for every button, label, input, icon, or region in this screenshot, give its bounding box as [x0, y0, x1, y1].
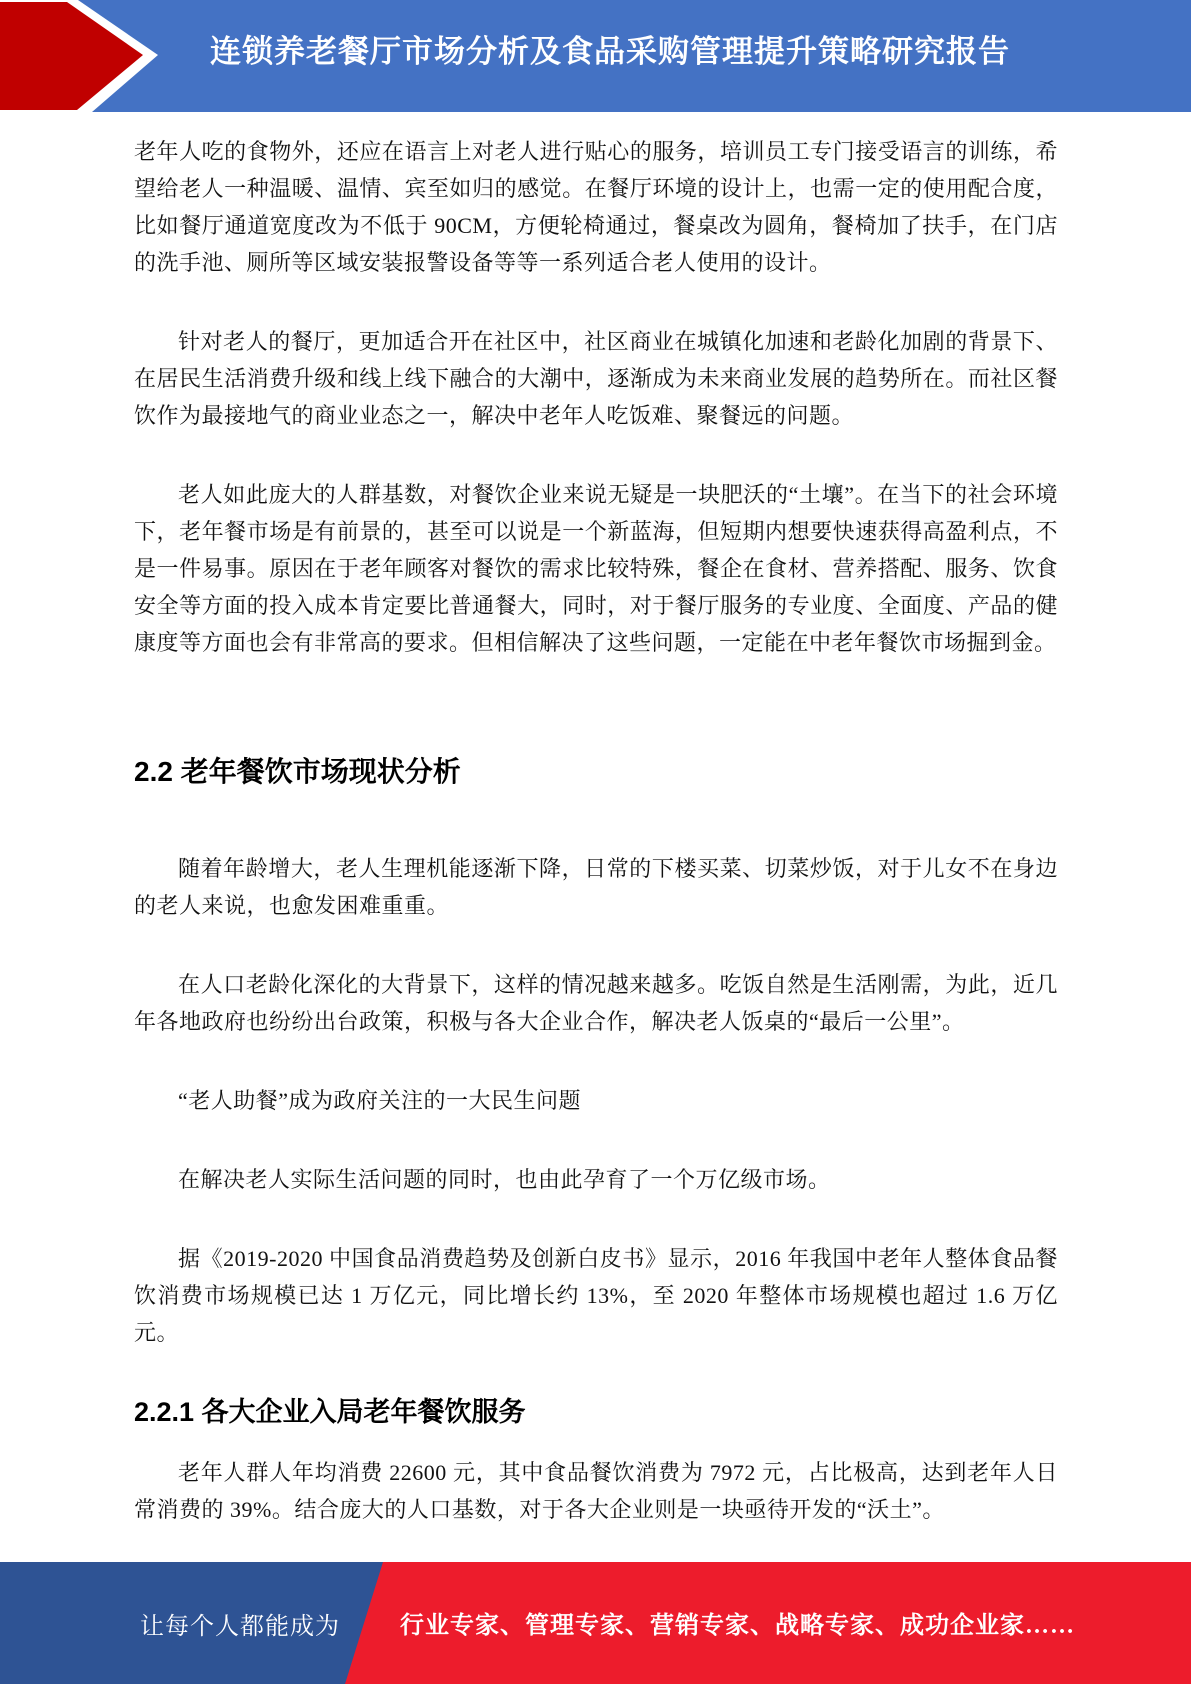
paragraph: 据《2019-2020 中国食品消费趋势及创新白皮书》显示，2016 年我国中老年人整体食品餐饮消费市场规模已达 1 万亿元，同比增长约 13%，至 2020 年整体市场规模也超过 1.6 万亿元。 — [134, 1246, 1058, 1345]
footer-slogan-left: 让每个人都能成为 — [140, 1614, 340, 1640]
section-heading-2-2-1: 2.2.1 各大企业入局老年餐饮服务 — [134, 1397, 526, 1427]
paragraph: 老年人吃的食物外，还应在语言上对老人进行贴心的服务，培训员工专门接受语言的训练，希望给老人一种温暖、温情、宾至如归的感觉。在餐厅环境的设计上，也需一定的使用配合度，比如餐厅通道宽度改为不低于 90CM，方便轮椅通过，餐桌改为圆角，餐椅加了扶手，在门店的洗手池、厕所等区域安装报警设备等等一系列适合老人使用的设计。 — [134, 139, 1058, 275]
paragraph: 老人如此庞大的人群基数，对餐饮企业来说无疑是一块肥沃的“土壤”。在当下的社会环境下，老年餐市场是有前景的，甚至可以说是一个新蓝海，但短期内想要快速获得高盈利点，不是一件易事。原因在于老年顾客对餐饮的需求比较特殊，餐企在食材、营养搭配、服务、饮食安全等方面的投入成本肯定要比普通餐大，同时，对于餐厅服务的专业度、全面度、产品的健康度等方面也会有非常高的要求。但相信解决了这些问题，一定能在中老年餐饮市场掘到金。 — [134, 482, 1058, 655]
paragraph: “老人助餐”成为政府关注的一大民生问题 — [178, 1088, 582, 1113]
footer-slogan-right: 行业专家、管理专家、营销专家、战略专家、成功企业家…… — [400, 1613, 1075, 1639]
paragraph: 在解决老人实际生活问题的同时，也由此孕育了一个万亿级市场。 — [178, 1167, 831, 1192]
paragraph: 针对老人的餐厅，更加适合开在社区中，社区商业在城镇化加速和老龄化加剧的背景下、在居民生活消费升级和线上线下融合的大潮中，逐渐成为未来商业发展的趋势所在。而社区餐饮作为最接地气的商业业态之一，解决中老年人吃饭难、聚餐远的问题。 — [134, 329, 1058, 428]
paragraph: 随着年龄增大，老人生理机能逐渐下降，日常的下楼买菜、切菜炒饭，对于儿女不在身边的老人来说，也愈发困难重重。 — [134, 856, 1058, 918]
report-title: 连锁养老餐厅市场分析及食品采购管理提升策略研究报告 — [210, 34, 1010, 69]
document-body — [134, 112, 1058, 1606]
header-banner — [0, 0, 1191, 112]
section-heading-2-2: 2.2 老年餐饮市场现状分析 — [134, 756, 461, 787]
paragraph: 老年人群人年均消费 22600 元，其中食品餐饮消费为 7972 元，占比极高，达到老年人日常消费的 39%。结合庞大的人口基数，对于各大企业则是一块亟待开发的“沃土”。 — [134, 1460, 1058, 1522]
footer-banner — [0, 1562, 1191, 1684]
paragraph: 在人口老龄化深化的大背景下，这样的情况越来越多。吃饭自然是生活刚需，为此，近几年各地政府也纷纷出台政策，积极与各大企业合作，解决老人饭桌的“最后一公里”。 — [134, 972, 1058, 1034]
